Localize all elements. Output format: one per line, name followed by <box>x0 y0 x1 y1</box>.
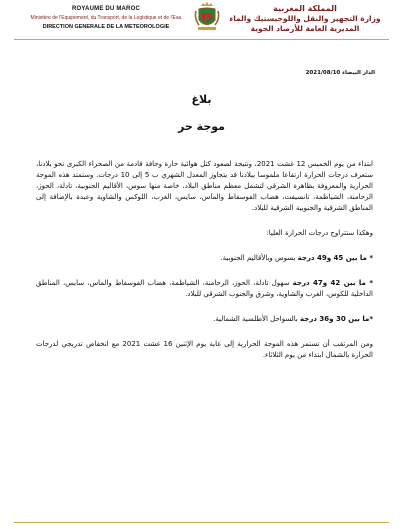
header-kingdom-ar: المملكة المغربية <box>273 4 337 13</box>
lead-paragraph: وهكذا ستتراوح درجات الحرارة العليا: <box>266 229 373 237</box>
header-kingdom-fr: ROYAUME DU MAROC <box>72 6 140 12</box>
header-direction-fr: DIRECTION GENERALE DE LA METEOROLOGIE <box>42 24 170 30</box>
document-title: بلاغ <box>191 93 212 106</box>
range-1-value: * ما بين 45 و49 درجة <box>297 254 373 262</box>
header-ministry-ar: وزارة التجهيز والنقل واللوجيستيك والماء <box>229 14 381 23</box>
document-date: الدار البيضاء 2021/08/10 <box>305 70 375 76</box>
range-2-text: سهول تادلة، الحوز، الرحامنة، الشياظمة، هضاب الفوسفاط والماس، سايس، المناطق الداخلية للكوس، الغرب والشاوية، وشرق والجنوب الشرقي للبلاد. <box>36 279 373 298</box>
royal-emblem-icon <box>194 2 220 32</box>
range-item-3 <box>36 314 373 325</box>
header-divider <box>14 39 389 40</box>
footer-divider <box>14 522 389 523</box>
header-arabic <box>221 4 389 33</box>
document-subtitle: موجة حر <box>178 120 225 133</box>
range-item-2 <box>36 278 373 300</box>
document-body <box>36 159 373 370</box>
closing-paragraph: ومن المرتقب أن تستمر هذه الموجة الحرارية إلى غاية يوم الإثنين 16 غشت 2021 مع انخفاض تدريجي لدرجات الحرارة بالشمال ابتداء من يوم الثلاثاء. <box>36 340 373 359</box>
range-item-1 <box>36 253 373 264</box>
range-3-value: *ما بين 30 و36 درجة <box>300 315 373 323</box>
range-3-text: بالسواحل الأطلسية الشمالية. <box>213 315 301 323</box>
range-1-text: بسوس وبالأقاليم الجنوبية. <box>220 254 298 262</box>
range-2-value: * ما بين 42 و47 درجة <box>292 279 373 287</box>
intro-paragraph: ابتداء من يوم الخميس 12 غشت 2021، ونتيجة لصعود كتل هوائية حارة وجافة قادمة من الصحراء الكبرى نحو بلادنا، ستعرف درجات الحرارة ارتفاعا ملموسا ببلادنا قد يتجاوز المعدل الشهري ب 5 إلى 10 درجات. وستمتد هذه الموجة الحرارية والمعروفة بظاهرة الشرقي لتشمل معظم مناطق البلاد، خاصة منها سوس، الأقاليم الجنوبية، تادلة، الحوز، الرحامنة، الشياظمة، تانسيفت، هضاب الفوسفاط والماس، سايس، الغرب، اللوكس والشاوية وعبدة بالإضافة إلى المناطق الشرقية والجنوبية الشرقية للبلاد. <box>36 160 374 212</box>
header-ministry-fr: Ministère de l'Equipement, du Transport, de la Logistique et de l'Eau <box>30 15 182 21</box>
header-direction-ar: المديرية العامة للأرصاد الجوية <box>250 24 360 33</box>
header-french <box>16 6 196 30</box>
